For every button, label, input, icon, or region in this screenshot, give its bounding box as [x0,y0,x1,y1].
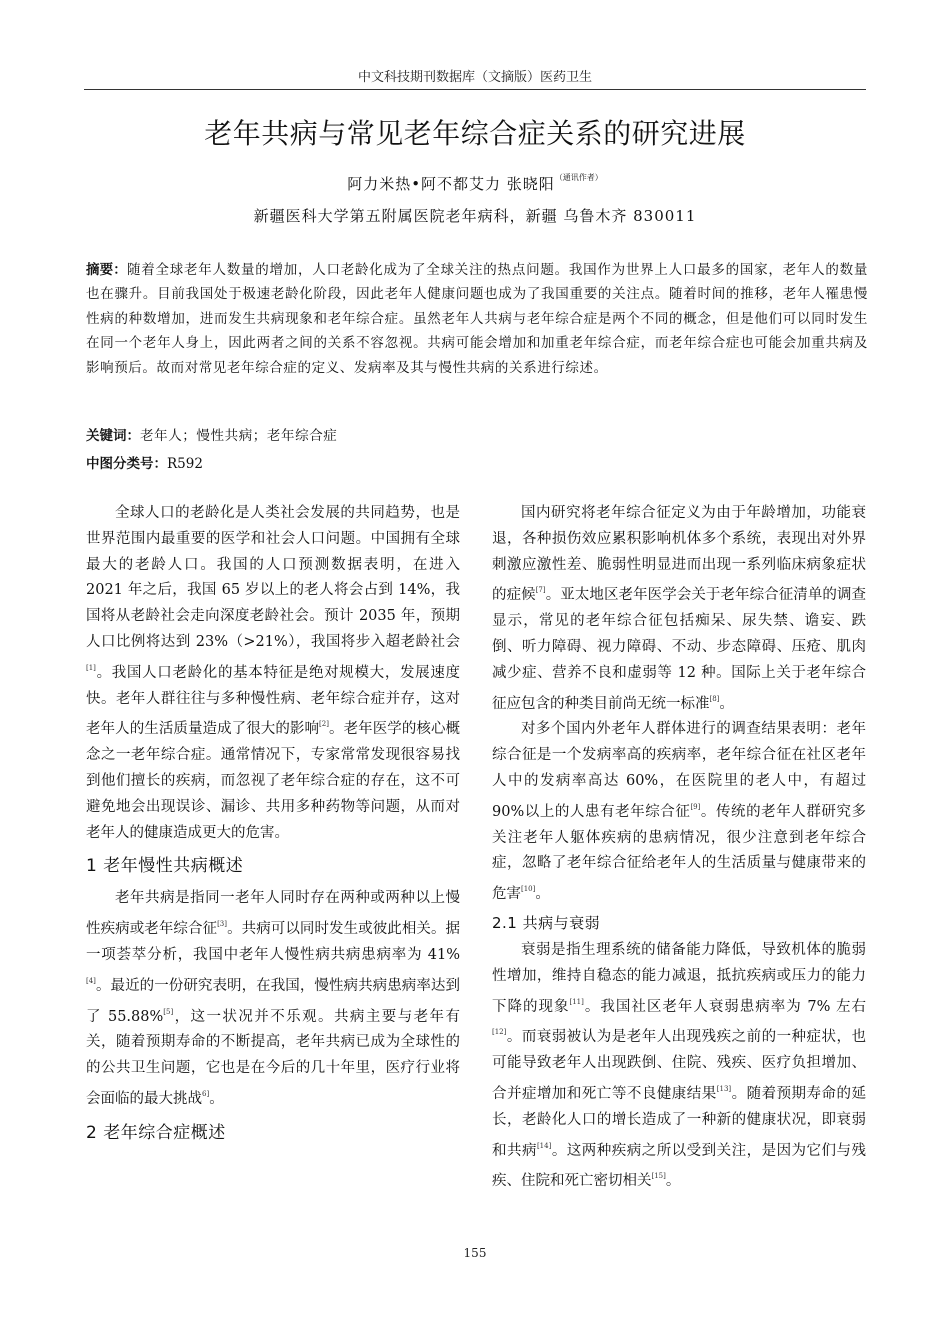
section-heading-1: 1 老年慢性共病概述 [86,856,244,877]
header-rule [84,89,866,90]
paragraph-text: 。亚太地区老年医学会关于老年综合征清单的调查显示，常见的老年综合征包括痴呆、尿失禁、谵妄、跌倒、听力障碍、视力障碍、不动、步态障碍、压疮、肌肉减少症、营养不良和虚弱等 12 种。国际上关于老年综合征应包含的种类目前尚无统一标准 [492,587,867,712]
citation: [2] [319,720,329,729]
citation: [5] [163,1007,174,1016]
paragraph-text: 国内研究将老年综合征定义为由于年龄增加，功能衰退，各种损伤效应累积影响机体多个系统，表现出对外界刺激应激性差、脆弱性明显进而出现一系列临床病象症状的症候 [492,505,866,604]
paragraph-text: 衰弱是指生理系统的储备能力降低，导致机体的脆弱性增加，维持自稳态的能力减退，抵抗疾病或压力的能力下降的现象 [492,941,866,1015]
citation: 6] [202,1089,210,1098]
citation: [4] [86,976,96,985]
paragraph-text: 。传统的老年人群研究多关注老年人躯体疾病的患病情况，很少注意到老年综合症，忽略了老年综合征给老年人的生活质量与健康带来的危害 [492,803,867,903]
abstract-text: 随着全球老年人数量的增加，人口老龄化成为了全球关注的热点问题。我国作为世界上人口最多的国家，老年人的数量也在骤升。目前我国处于极速老龄化阶段，因此老年人健康问题也成为了我国重要的关注点。随着时间的推移，老年人罹患慢性病的种数增加，进而发生共病现象和老年综合症。虽然老年人共病与老年综合症是两个不同的概念，但是他们可以同时发生在同一个老年人身上，因此两者之间的关系不容忽视。共病可能会增加和加重老年综合症，而老年综合症也可能会加重共病及影响预后。故而对常见老年综合症的定义、发病率及其与慢性共病的关系进行综述。 [86,262,869,376]
paragraph-text: 。我国人口老龄化的基本特征是绝对规模大，发展速度快。老年人群往往与多种慢性病、老年综合症并存，这对老年人的生活质量造成了很大的影响 [86,664,460,738]
paragraph-text: 。 [209,1090,224,1107]
paragraph-text: 。这两种疾病之所以受到关注，是因为它们与残疾、住院和死亡密切相关 [492,1142,866,1190]
section-heading-2: 2 老年综合症概述 [86,1122,226,1143]
citation: [9] [690,802,701,811]
page-number: 155 [463,1246,487,1260]
right-column [492,501,866,1195]
paragraph-text: 。老年医学的核心概念之一老年综合症。通常情况下，专家常常发现很容易找到他们擅长的疾病，而忽视了老年综合症的存在，这不可避免地会出现误诊、漏诊、共用多种药物等问题，从而对老年人的健康造成更大的危害。 [86,721,461,841]
paragraph-text: 老年共病是指同一老年人同时存在两种或两种以上慢性疾病或老年综合征 [86,890,460,938]
author-names: 阿力米热•阿不都艾力 张晓阳 [347,175,555,193]
paragraph-text: 。而衰弱被认为是老年人出现残疾之前的一种症状，也可能导致老年人出现跌倒、住院、残疾、医疗负担增加、合并症增加和死亡等不良健康结果 [492,1029,866,1102]
paragraph-text: 。 [665,1173,681,1190]
keywords-label: 关键词： [86,428,140,444]
abstract-label: 摘要： [86,262,127,278]
paragraph-text: 对多个国内外老年人群体进行的调查结果表明：老年综合征是一个发病率高的疾病率，老年综合征在社区老年人中的发病率高达 60%，在医院里的老人中，有超过 90%以上的人患有老年综合征 [492,721,866,820]
citation: [8] [709,694,720,703]
paragraph [492,717,866,908]
paragraph-text: 。 [719,695,734,712]
paragraph [492,501,866,717]
keywords [86,424,337,444]
citation: [10] [521,885,536,894]
paragraph-text: ，这一状况并不乐观。共病主要与老年有关，随着预期寿命的不断提高，老年共病已成为全球性的的公共卫生问题，它也是在今后的几十年里，医疗行业将会面临的最大挑战 [86,1008,460,1107]
citation: [14] [536,1141,552,1150]
paragraph-text: 全球人口的老龄化是人类社会发展的共同趋势，也是世界范围内最重要的医学和社会人口问题。中国拥有全球最大的老龄人口。我国的人口预测数据表明，在进入 2021 年之后，我国 65 岁以上的老人将会占到 14%，我国将从老龄社会走向深度老龄社会。预计 2035 年，预期人口比例将达到 23%（>21%），我国将步入超老龄社会 [86,505,460,650]
classification-label: 中图分类号： [86,456,167,472]
classification [86,452,203,472]
paragraph-text: 。共病可以同时发生或彼此相关。据一项荟萃分析，我国中老年人慢性病共病患病率为 41% [86,921,461,963]
citation: [13] [716,1084,732,1093]
citation: [3] [217,920,227,929]
journal-header: 中文科技期刊数据库（文摘版）医药卫生 [357,70,592,85]
paragraph [86,886,460,1112]
citation: [15] [651,1172,666,1181]
paragraph-text: 。最近的一份研究表明，在我国，慢性病共病患病率达到了 55.88% [86,977,460,1025]
authors [84,172,866,194]
citation: [7] [535,586,546,595]
paragraph-text: 。我国社区老年人衰弱患病率为 7% 左右 [583,998,866,1015]
classification-text: R592 [167,456,203,472]
abstract [86,258,868,380]
citation: [12] [492,1028,507,1037]
paragraph [86,501,460,846]
left-column [86,501,460,1153]
paper-title: 老年共病与常见老年综合症关系的研究进展 [204,117,746,150]
keywords-text: 老年人；慢性共病；老年综合症 [140,428,338,444]
citation: [1] [86,663,96,672]
citation: [11] [569,997,584,1006]
corresponding-author-note: （通讯作者） [554,173,603,182]
paragraph [492,938,866,1195]
paragraph-text: 。随着预期寿命的延长，老龄化人口的增长造成了一种新的健康状况，即衰弱和共病 [492,1085,866,1159]
affiliation: 新疆医科大学第五附属医院老年病科，新疆 乌鲁木齐 830011 [253,207,697,225]
paragraph-text: 。 [535,886,550,903]
subsection-heading-2-1: 2.1 共病与衰弱 [492,913,601,932]
